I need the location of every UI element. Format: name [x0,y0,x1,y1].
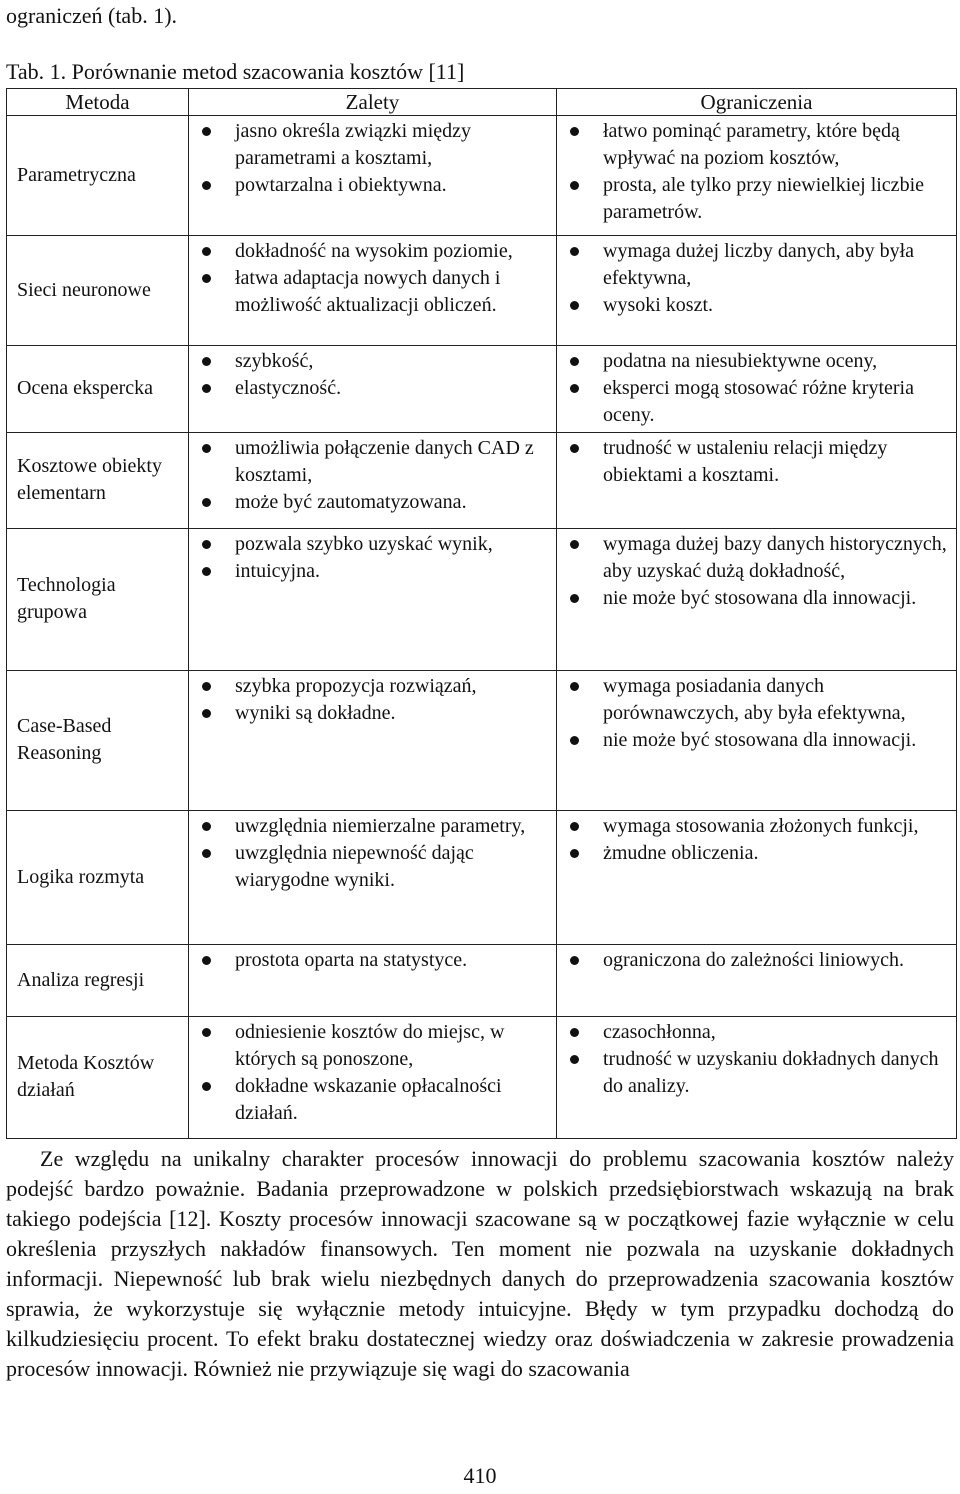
list-item [193,1019,552,1073]
bullet-icon [202,567,211,576]
list-item-text: szybka propozycja rozwiązań, [235,675,477,697]
pros-cell [189,1017,557,1139]
list-item [193,558,552,585]
list-item-text: podatna na niesubiektywne oceny, [603,350,878,372]
method-name: Parametryczna [7,116,189,236]
list-item-text: szybkość, [235,350,314,372]
bullet-icon [202,444,211,453]
cons-list [561,1019,952,1100]
table-row [7,529,957,671]
bullet-icon [570,849,579,858]
list-item-text: łatwa adaptacja nowych danych i możliwość aktualizacji obliczeń. [235,267,501,316]
pros-list [193,673,552,727]
pros-cell [189,945,557,1017]
list-item-text: prostota oparta na statystyce. [235,949,468,971]
list-item-text: nie może być stosowana dla innowacji. [603,729,917,751]
bullet-icon [202,127,211,136]
pros-list [193,118,552,199]
list-item [561,947,952,974]
list-item [561,813,952,840]
cons-cell [557,945,957,1017]
table-row [7,1017,957,1139]
method-name: Logika rozmyta [7,811,189,945]
list-item-text: pozwala szybko uzyskać wynik, [235,533,493,555]
list-item-text: elastyczność. [235,377,342,399]
cons-cell [557,1017,957,1139]
list-item [193,947,552,974]
intro-text: ograniczeń (tab. 1). [6,3,178,28]
list-item-text: nie może być stosowana dla innowacji. [603,587,917,609]
table-row [7,811,957,945]
list-item [193,375,552,402]
list-item [193,840,552,894]
cons-list [561,348,952,429]
bullet-icon [202,247,211,256]
list-item [561,673,952,727]
bullet-icon [570,384,579,393]
method-name: Kosztowe obiekty elementarn [7,433,189,529]
bullet-icon [570,181,579,190]
bullet-icon [202,384,211,393]
bullet-icon [202,682,211,691]
pros-list [193,1019,552,1127]
cons-cell [557,433,957,529]
bullet-icon [570,540,579,549]
bullet-icon [570,301,579,310]
method-name: Case-Based Reasoning [7,671,189,811]
list-item-text: wymaga stosowania złożonych funkcji, [603,815,919,837]
header-pros: Zalety [189,89,557,116]
bullet-icon [570,956,579,965]
list-item-text: umożliwia połączenie danych CAD z kosztami, [235,437,534,486]
bullet-icon [202,181,211,190]
list-item [193,1073,552,1127]
cons-list [561,435,952,489]
list-item-text: łatwo pominąć parametry, które będą wpływać na poziom kosztów, [603,120,900,169]
list-item-text: dokładne wskazanie opłacalności działań. [235,1075,502,1124]
list-item [561,1046,952,1100]
list-item [561,585,952,612]
list-item-text: jasno określa związki między parametrami a kosztami, [235,120,472,169]
cons-cell [557,346,957,433]
cons-list [561,238,952,319]
header-cons: Ograniczenia [557,89,957,116]
pros-cell [189,346,557,433]
cons-list [561,531,952,612]
body-paragraph: Ze względu na unikalny charakter procesów innowacji do problemu szacowania kosztów należy podejść bardzo poważnie. Badania przeprowadzone w polskich przedsiębiorstwach wskazują na brak takiego podejścia [12]. Koszty procesów innowacji szacowane są w początkowej fazie wyłącznie w celu określenia przyszłych nakładów finansowych. Ten moment nie pozwala na uzyskanie dokładnych informacji. Niepewność lub brak wielu niezbędnych danych do przeprowadzenia szacowania kosztów sprawia, że wykorzystuje się wyłącznie metody intuicyjne. Błędy w tym przypadku dochodzą do kilkudziesięciu procent. To efekt braku dostatecznej wiedzy oraz doświadczenia w zakresie prowadzenia procesów innowacji. Również nie przywiązuje się wagi do szacowania [6,1146,954,1381]
list-item [193,813,552,840]
bullet-icon [570,682,579,691]
list-item-text: dokładność na wysokim poziomie, [235,240,513,262]
header-method: Metoda [7,89,189,116]
cons-cell [557,529,957,671]
table-row [7,671,957,811]
list-item-text: eksperci mogą stosować różne kryteria oceny. [603,377,914,426]
bullet-icon [202,1028,211,1037]
cons-list [561,813,952,867]
table-caption: Tab. 1. Porównanie metod szacowania kosztów [11] [6,59,465,84]
table-row [7,433,957,529]
list-item [193,238,552,265]
list-item-text: prosta, ale tylko przy niewielkiej liczbie parametrów. [603,174,924,223]
method-name: Sieci neuronowe [7,236,189,346]
list-item [561,1019,952,1046]
list-item [561,531,952,585]
list-item-text: uwzględnia niepewność dając wiarygodne wyniki. [235,842,474,891]
pros-cell [189,236,557,346]
list-item-text: trudność w ustaleniu relacji między obiektami a kosztami. [603,437,888,486]
cons-list [561,118,952,226]
list-item [561,292,952,319]
cons-cell [557,811,957,945]
list-item-text: intuicyjna. [235,560,320,582]
pros-list [193,435,552,516]
list-item-text: wyniki są dokładne. [235,702,396,724]
bullet-icon [570,127,579,136]
list-item-text: odniesienie kosztów do miejsc, w których są ponoszone, [235,1021,505,1070]
bullet-icon [202,540,211,549]
list-item [193,673,552,700]
table-header-row [7,89,957,116]
list-item [561,435,952,489]
pros-cell [189,116,557,236]
pros-list [193,238,552,319]
pros-cell [189,671,557,811]
list-item-text: powtarzalna i obiektywna. [235,174,447,196]
list-item [193,489,552,516]
list-item [561,375,952,429]
cons-list [561,947,952,974]
bullet-icon [202,822,211,831]
list-item-text: może być zautomatyzowana. [235,491,467,513]
cons-list [561,673,952,754]
method-name: Metoda Kosztów działań [7,1017,189,1139]
table-row [7,236,957,346]
pros-cell [189,529,557,671]
table-row [7,116,957,236]
bullet-icon [570,357,579,366]
list-item-text: wysoki koszt. [603,294,713,316]
bullet-icon [570,247,579,256]
table-body [7,116,957,1139]
bullet-icon [570,1055,579,1064]
cons-cell [557,116,957,236]
list-item-text: ograniczona do zależności liniowych. [603,949,904,971]
list-item [193,118,552,172]
list-item [561,840,952,867]
list-item [193,435,552,489]
method-name: Analiza regresji [7,945,189,1017]
table-row [7,346,957,433]
method-name: Ocena ekspercka [7,346,189,433]
list-item-text: wymaga dużej liczby danych, aby była efektywna, [603,240,914,289]
bullet-icon [202,274,211,283]
list-item [561,172,952,226]
bullet-icon [202,709,211,718]
list-item-text: czasochłonna, [603,1021,716,1043]
list-item-text: żmudne obliczenia. [603,842,759,864]
bullet-icon [202,498,211,507]
list-item [193,531,552,558]
list-item [561,238,952,292]
bullet-icon [202,849,211,858]
bullet-icon [570,736,579,745]
list-item-text: wymaga dużej bazy danych historycznych, aby uzyskać dużą dokładność, [603,533,947,582]
bullet-icon [202,956,211,965]
pros-list [193,947,552,974]
list-item [561,118,952,172]
list-item [193,265,552,319]
pros-list [193,813,552,894]
page-number: 410 [463,1463,497,1488]
method-name: Technologia grupowa [7,529,189,671]
list-item [193,348,552,375]
list-item-text: uwzględnia niemierzalne parametry, [235,815,526,837]
bullet-icon [570,822,579,831]
list-item [561,348,952,375]
bullet-icon [202,357,211,366]
list-item-text: trudność w uzyskaniu dokładnych danych do analizy. [603,1048,939,1097]
bullet-icon [570,1028,579,1037]
pros-cell [189,433,557,529]
pros-cell [189,811,557,945]
pros-list [193,531,552,585]
bullet-icon [570,594,579,603]
list-item [193,700,552,727]
pros-list [193,348,552,402]
bullet-icon [570,444,579,453]
list-item [193,172,552,199]
cons-cell [557,671,957,811]
cons-cell [557,236,957,346]
comparison-table [6,88,957,1139]
table-row [7,945,957,1017]
bullet-icon [202,1082,211,1091]
list-item-text: wymaga posiadania danych porównawczych, aby była efektywna, [603,675,906,724]
list-item [561,727,952,754]
